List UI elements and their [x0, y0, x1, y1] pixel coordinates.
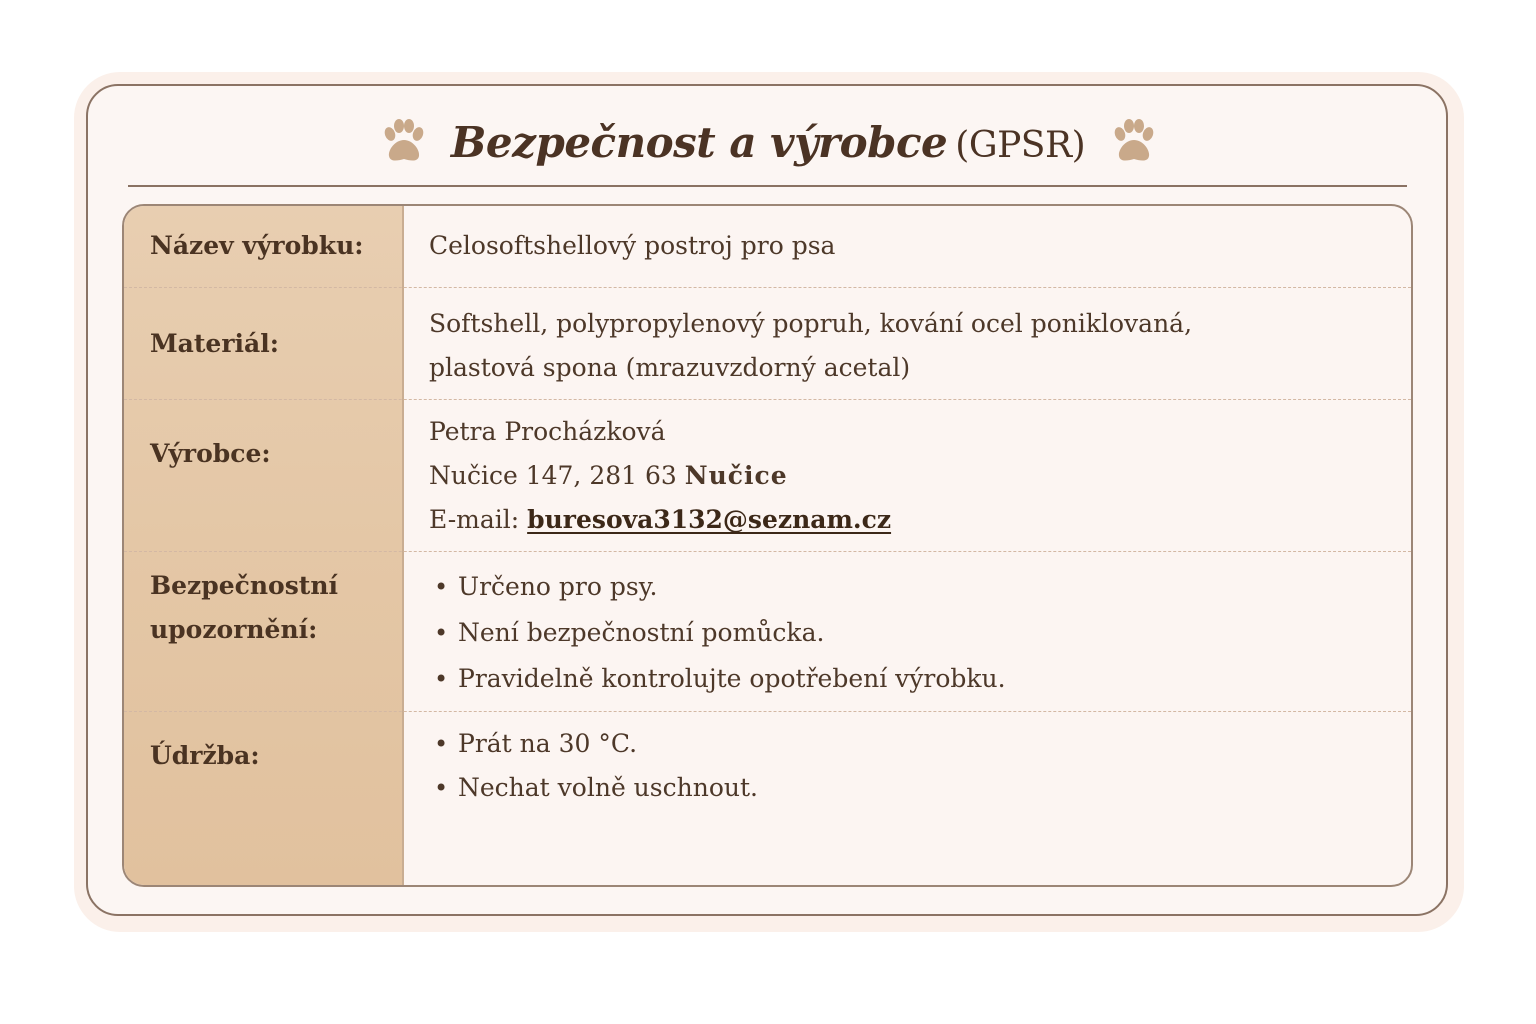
table-row-manufacturer — [124, 400, 1411, 552]
material-line: Softshell, polypropylenový popruh, kování ocel poniklovaná, — [429, 309, 1193, 338]
row-label: Údržba: — [150, 741, 260, 770]
page-title — [451, 118, 1085, 167]
address-prefix: Nučice 147, 281 63 — [429, 461, 677, 490]
address-city: Nučice — [684, 461, 788, 490]
paw-icon — [1105, 114, 1161, 170]
list-item: • Pravidelně kontrolujte opotřebení výrobku. — [434, 656, 1394, 702]
safety-label-line: Bezpečnostní — [150, 571, 338, 600]
safety-label-line: upozornění: — [150, 615, 318, 644]
care-list — [434, 722, 1394, 810]
manufacturer-value — [429, 410, 1389, 542]
list-item: • Prát na 30 °C. — [434, 722, 1394, 766]
list-item: • Není bezpečnostní pomůcka. — [434, 610, 1394, 656]
list-item: • Nechat volně uschnout. — [434, 766, 1394, 810]
material-line: plastová spona (mrazuvzdorný acetal) — [429, 353, 911, 382]
email-link[interactable]: buresova3132@seznam.cz — [527, 505, 892, 534]
table-row-care — [124, 712, 1411, 887]
title-main: Bezpečnost a výrobce — [450, 117, 948, 167]
header — [130, 104, 1406, 180]
title-divider — [128, 185, 1407, 187]
row-label — [150, 564, 390, 652]
email-label: E-mail: — [429, 505, 520, 534]
product-name-value: Celosoftshellový postroj pro psa — [429, 231, 836, 260]
table-row-safety — [124, 552, 1411, 712]
material-value — [429, 302, 1389, 390]
row-label: Materiál: — [150, 329, 279, 358]
row-label: Výrobce: — [150, 439, 271, 468]
title-subtitle: (GPSR) — [955, 124, 1086, 166]
paw-icon — [375, 114, 431, 170]
table-row-material — [124, 288, 1411, 400]
manufacturer-person: Petra Procházková — [429, 417, 666, 446]
row-label: Název výrobku: — [150, 231, 364, 260]
safety-list — [434, 564, 1394, 702]
info-table — [122, 204, 1413, 887]
list-item: • Určeno pro psy. — [434, 564, 1394, 610]
table-row-name — [124, 206, 1411, 288]
manufacturer-address — [429, 454, 1389, 498]
manufacturer-email — [429, 498, 1389, 542]
